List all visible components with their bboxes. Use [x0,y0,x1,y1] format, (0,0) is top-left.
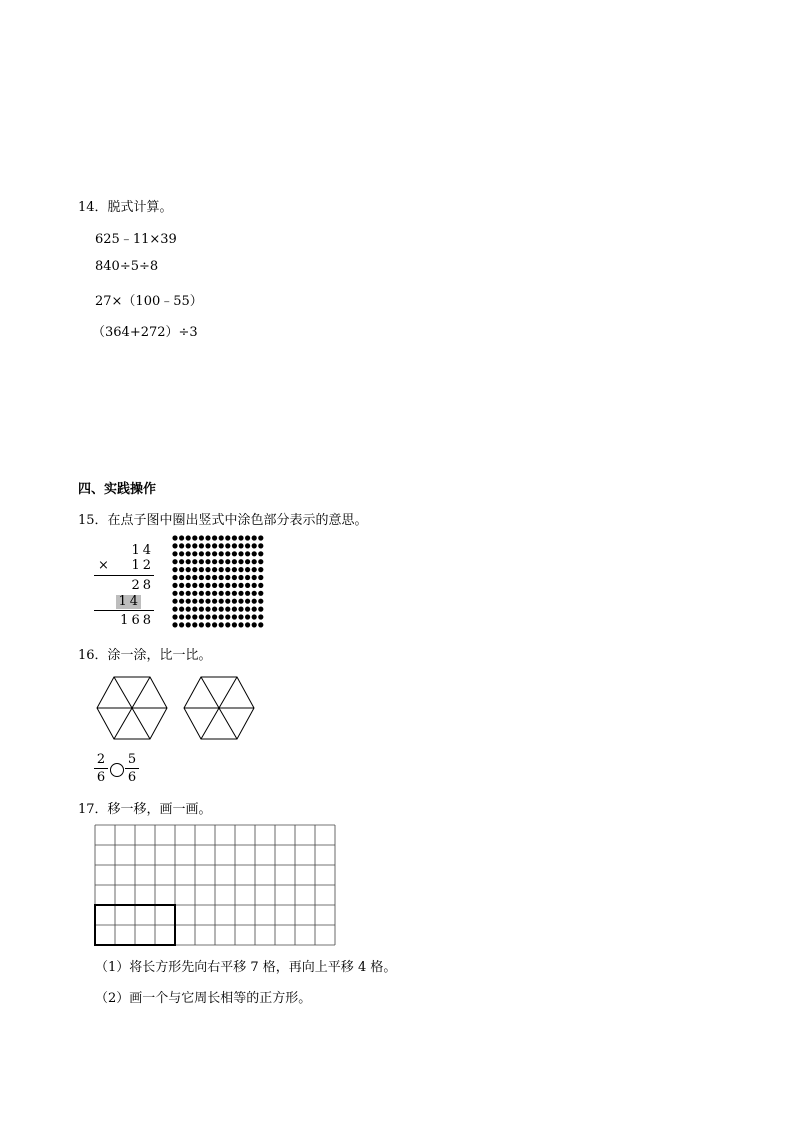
dot[interactable] [258,591,263,596]
dot[interactable] [219,543,224,548]
dot[interactable] [219,551,224,556]
dot[interactable] [172,591,177,596]
dot[interactable] [225,567,230,572]
dot[interactable] [245,614,250,619]
fraction-left-denominator: 6 [96,770,106,785]
dot[interactable] [186,535,191,540]
dot[interactable] [186,607,191,612]
dot[interactable] [212,614,217,619]
dot[interactable] [179,591,184,596]
dot[interactable] [186,559,191,564]
dot[interactable] [212,591,217,596]
dot[interactable] [205,622,210,627]
dot[interactable] [205,614,210,619]
times-sign: × [98,558,109,573]
fraction-left-numerator: 2 [96,752,106,767]
dot[interactable] [238,622,243,627]
vertical-multiplication [92,538,162,634]
dot[interactable] [212,535,217,540]
dot[interactable] [172,575,177,580]
dot[interactable] [232,583,237,588]
dot[interactable] [179,535,184,540]
dot[interactable] [225,607,230,612]
dot[interactable] [199,599,204,604]
dot[interactable] [225,551,230,556]
dot-grid[interactable] [170,533,266,633]
dot[interactable] [199,583,204,588]
dot[interactable] [199,607,204,612]
dot[interactable] [252,599,257,604]
dot[interactable] [238,614,243,619]
dot[interactable] [252,622,257,627]
dot[interactable] [252,591,257,596]
dot[interactable] [252,567,257,572]
dot[interactable] [186,591,191,596]
dot[interactable] [219,575,224,580]
dot[interactable] [205,575,210,580]
dot[interactable] [192,599,197,604]
dot[interactable] [219,567,224,572]
dot[interactable] [192,551,197,556]
q14-item-1: 625﹣11×39 [95,232,177,247]
dot[interactable] [212,567,217,572]
q17-title: 17．移一移，画一画。 [78,802,212,817]
dot[interactable] [225,535,230,540]
dot[interactable] [225,599,230,604]
dot[interactable] [205,551,210,556]
dot[interactable] [258,607,263,612]
dot[interactable] [252,559,257,564]
dot[interactable] [225,559,230,564]
dot[interactable] [172,583,177,588]
dot[interactable] [245,543,250,548]
dot[interactable] [258,575,263,580]
dot[interactable] [192,614,197,619]
dot[interactable] [252,614,257,619]
dot[interactable] [252,535,257,540]
dot[interactable] [225,614,230,619]
dot[interactable] [245,559,250,564]
dot[interactable] [212,622,217,627]
dot[interactable] [258,551,263,556]
dot[interactable] [192,622,197,627]
dot[interactable] [245,607,250,612]
dot[interactable] [232,599,237,604]
dot[interactable] [179,575,184,580]
dot[interactable] [232,551,237,556]
dot[interactable] [232,567,237,572]
dot[interactable] [238,599,243,604]
dot[interactable] [238,535,243,540]
dot[interactable] [205,535,210,540]
dot[interactable] [199,622,204,627]
dot[interactable] [232,543,237,548]
dot[interactable] [212,607,217,612]
dot[interactable] [219,535,224,540]
dot[interactable] [225,575,230,580]
dot[interactable] [245,551,250,556]
partial-product-1: 28 [131,578,154,593]
dot[interactable] [245,591,250,596]
dot[interactable] [186,583,191,588]
dot[interactable] [186,622,191,627]
dot[interactable] [252,607,257,612]
dot[interactable] [245,599,250,604]
dot[interactable] [199,543,204,548]
multiplier: 12 [131,558,154,573]
dot[interactable] [219,614,224,619]
q14-item-2: 840÷5÷8 [95,259,159,274]
dot[interactable] [199,535,204,540]
fraction-right-numerator: 5 [127,752,137,767]
dot[interactable] [252,551,257,556]
dot[interactable] [192,559,197,564]
dot[interactable] [205,543,210,548]
section-4-heading: 四、实践操作 [78,482,157,497]
dot[interactable] [245,622,250,627]
dot[interactable] [232,591,237,596]
dot[interactable] [232,614,237,619]
square-grid[interactable] [94,824,336,946]
dot[interactable] [205,599,210,604]
dot[interactable] [238,551,243,556]
dot[interactable] [179,551,184,556]
dot[interactable] [172,599,177,604]
dot[interactable] [172,535,177,540]
dot[interactable] [179,607,184,612]
q17-sub-2: （2）画一个与它周长相等的正方形。 [95,991,312,1006]
dot[interactable] [192,591,197,596]
dot[interactable] [199,575,204,580]
dot[interactable] [172,543,177,548]
dot[interactable] [238,583,243,588]
dot[interactable] [238,607,243,612]
rule-line [94,610,154,611]
dot[interactable] [199,567,204,572]
dot[interactable] [186,567,191,572]
dot[interactable] [258,622,263,627]
dot[interactable] [212,551,217,556]
dot[interactable] [212,559,217,564]
dot[interactable] [238,591,243,596]
dot[interactable] [179,543,184,548]
q14-item-3: 27×（100﹣55） [95,294,203,309]
dot[interactable] [186,543,191,548]
dot[interactable] [258,614,263,619]
dot[interactable] [219,622,224,627]
multiplicand: 14 [131,543,154,558]
dot[interactable] [172,614,177,619]
hexagon-right[interactable] [183,675,255,741]
dot[interactable] [238,575,243,580]
dot[interactable] [258,567,263,572]
compare-circle[interactable] [110,763,124,777]
hexagon-left[interactable] [96,675,168,741]
q17-sub-1: （1）将长方形先向右平移 7 格，再向上平移 4 格。 [95,960,397,975]
dot[interactable] [238,559,243,564]
dot[interactable] [212,583,217,588]
q16-title: 16．涂一涂，比一比。 [78,648,212,663]
dot[interactable] [212,543,217,548]
dot[interactable] [225,583,230,588]
dot[interactable] [179,599,184,604]
dot[interactable] [192,575,197,580]
dot[interactable] [172,622,177,627]
dot[interactable] [179,567,184,572]
dot[interactable] [192,567,197,572]
dot[interactable] [179,622,184,627]
dot[interactable] [238,543,243,548]
dot[interactable] [225,543,230,548]
dot[interactable] [232,575,237,580]
dot[interactable] [219,583,224,588]
dot[interactable] [245,575,250,580]
dot[interactable] [238,567,243,572]
dot[interactable] [172,567,177,572]
dot[interactable] [186,599,191,604]
dot[interactable] [225,591,230,596]
q14-title: 14．脱式计算。 [78,200,173,215]
dot[interactable] [179,559,184,564]
dot[interactable] [258,543,263,548]
dot[interactable] [186,614,191,619]
dot[interactable] [212,575,217,580]
dot[interactable] [232,622,237,627]
dot[interactable] [205,583,210,588]
dot[interactable] [186,575,191,580]
dot[interactable] [219,599,224,604]
fraction-left [94,752,108,785]
dot[interactable] [172,607,177,612]
product: 168 [120,613,154,628]
dot[interactable] [199,559,204,564]
dot[interactable] [232,559,237,564]
dot[interactable] [179,614,184,619]
dot[interactable] [172,551,177,556]
dot[interactable] [199,614,204,619]
dot[interactable] [192,535,197,540]
dot[interactable] [205,607,210,612]
dot[interactable] [258,583,263,588]
fraction-right [125,752,139,785]
fraction-right-denominator: 6 [127,770,137,785]
partial-product-2: 14 [118,594,141,609]
dot[interactable] [258,599,263,604]
fraction-bar [94,768,108,769]
dot[interactable] [192,583,197,588]
dot[interactable] [205,559,210,564]
q14-item-4: （364+272）÷3 [92,325,198,340]
dot[interactable] [199,591,204,596]
rule-line [94,575,154,576]
dot[interactable] [186,551,191,556]
dot[interactable] [219,591,224,596]
dot[interactable] [219,607,224,612]
dot[interactable] [258,535,263,540]
dot[interactable] [192,543,197,548]
dot[interactable] [192,607,197,612]
dot[interactable] [205,591,210,596]
dot[interactable] [219,559,224,564]
dot[interactable] [252,543,257,548]
dot[interactable] [172,559,177,564]
dot[interactable] [232,535,237,540]
dot[interactable] [225,622,230,627]
dot[interactable] [245,567,250,572]
fraction-bar [125,768,139,769]
dot[interactable] [179,583,184,588]
dot[interactable] [258,559,263,564]
dot[interactable] [252,583,257,588]
dot[interactable] [199,551,204,556]
dot[interactable] [245,583,250,588]
dot[interactable] [205,567,210,572]
q15-title: 15．在点子图中圈出竖式中涂色部分表示的意思。 [78,513,368,528]
dot[interactable] [252,575,257,580]
dot[interactable] [245,535,250,540]
dot[interactable] [212,599,217,604]
dot[interactable] [232,607,237,612]
